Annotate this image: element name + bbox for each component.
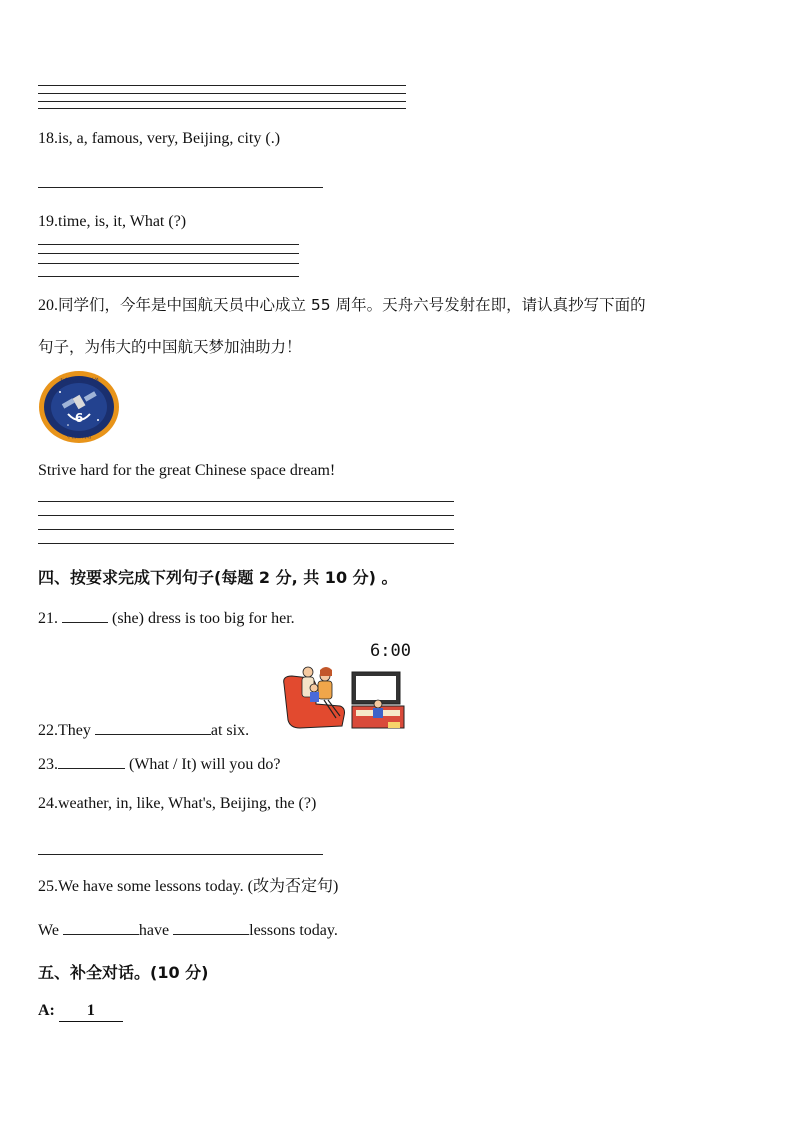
- question-text: weather, in, like, What's, Beijing, the (?): [58, 795, 317, 812]
- family-watching-tv-illustration: [280, 664, 410, 734]
- answer-line[interactable]: [38, 515, 454, 516]
- question-text-line2: 句子，为伟大的中国航天梦加油助力！: [38, 338, 302, 356]
- question-25-answer: [38, 919, 338, 941]
- question-number: 24.: [38, 795, 58, 812]
- answer-line[interactable]: [38, 501, 454, 502]
- question-text: (she) dress is too big for her.: [112, 610, 295, 627]
- section-5-heading: 五、补全对话。(10 分): [38, 963, 209, 982]
- answer-line[interactable]: [38, 529, 454, 530]
- section-4-heading: 四、按要求完成下列句子(每题 2 分, 共 10 分) 。: [38, 568, 398, 587]
- answer-line[interactable]: [38, 253, 299, 254]
- speaker-label: A:: [38, 1002, 55, 1019]
- answer-blank[interactable]: [62, 607, 108, 623]
- answer-blank[interactable]: [173, 919, 249, 935]
- answer-line[interactable]: [38, 276, 299, 277]
- answer-line[interactable]: [38, 854, 323, 855]
- question-number: 18.: [38, 130, 58, 147]
- dialogue-blank[interactable]: [59, 1001, 123, 1022]
- question-23: [38, 753, 281, 775]
- answer-text: have: [138, 922, 170, 939]
- question-25: [38, 877, 338, 897]
- answer-line[interactable]: [38, 244, 299, 245]
- badge-bottom-text: 中国空间站: [66, 434, 92, 440]
- answer-line[interactable]: [38, 85, 406, 86]
- answer-text: lessons today.: [249, 922, 338, 939]
- answer-line[interactable]: [38, 108, 406, 109]
- answer-text: We: [38, 922, 59, 939]
- question-number: 19.: [38, 213, 58, 230]
- answer-line[interactable]: [38, 101, 406, 102]
- answer-blank[interactable]: [95, 719, 211, 735]
- dialogue-line: [38, 1001, 123, 1022]
- answer-blank[interactable]: [58, 753, 125, 769]
- question-24: [38, 794, 316, 814]
- clock-label: 6:00: [370, 641, 411, 661]
- question-20: [38, 295, 646, 316]
- question-text: (What / It) will you do?: [129, 756, 281, 773]
- answer-line[interactable]: [38, 187, 323, 188]
- question-text-after: at six.: [210, 722, 250, 739]
- question-number: 22.: [38, 722, 58, 739]
- badge-top-text: 天舟六号飞行任务: [58, 378, 100, 384]
- question-text: is, a, famous, very, Beijing, city (.): [58, 130, 281, 147]
- mission-badge: [38, 370, 120, 444]
- question-number: 20.: [38, 297, 58, 314]
- answer-line[interactable]: [38, 543, 454, 544]
- copy-sentence: Strive hard for the great Chinese space dream!: [38, 462, 336, 479]
- mission-badge-image: [38, 370, 120, 444]
- question-text-line1: 同学们，今年是中国航天员中心成立 55 周年。天舟六号发射在即，请认真抄写下面的: [58, 296, 646, 314]
- question-21: [38, 607, 295, 629]
- blank-number: 1: [86, 1002, 95, 1019]
- answer-line[interactable]: [38, 93, 406, 94]
- answer-blank[interactable]: [63, 919, 139, 935]
- question-18: [38, 129, 280, 149]
- question-text: We have some lessons today. (改为否定句): [58, 878, 339, 895]
- badge-number: 6: [74, 411, 84, 425]
- question-number: 25.: [38, 878, 58, 895]
- question-19: [38, 212, 186, 232]
- question-number: 23.: [38, 756, 58, 773]
- answer-line[interactable]: [38, 263, 299, 264]
- question-text: time, is, it, What (?): [58, 213, 187, 230]
- question-text-before: They: [58, 722, 91, 739]
- question-number: 21.: [38, 610, 58, 627]
- question-22: [38, 719, 249, 741]
